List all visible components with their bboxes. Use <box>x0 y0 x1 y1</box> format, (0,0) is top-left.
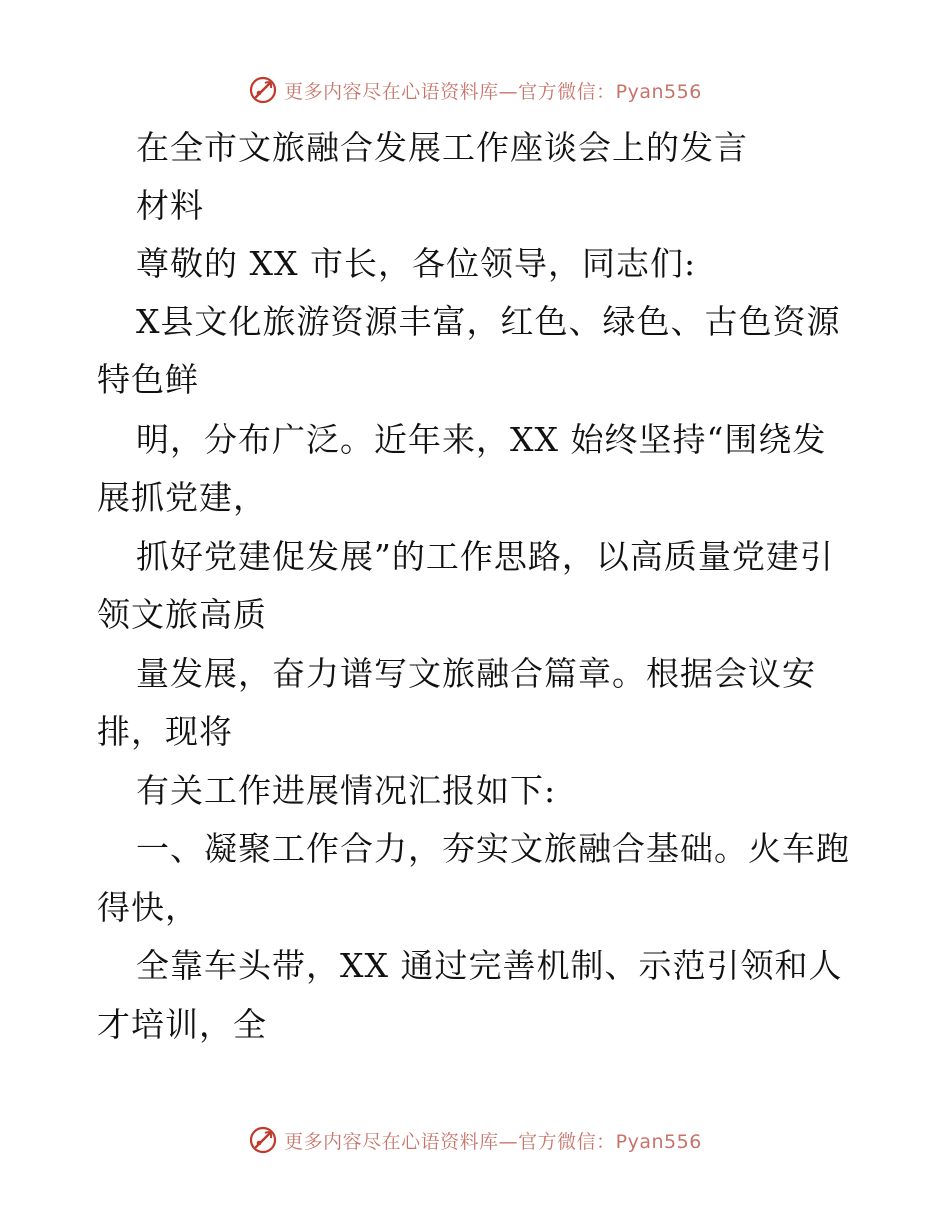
paragraph-line: 全靠车头带，XX 通过完善机制、示范引领和人 <box>136 946 843 985</box>
footer-watermark <box>0 1120 950 1160</box>
watermark-text: 更多内容尽在心语资料库—官方微信：Pyan556 <box>284 1130 702 1153</box>
paragraph-line: 抓好党建促发展”的工作思路，以高质量党建引 <box>136 537 834 576</box>
paragraph-line: 排，现将 <box>97 712 233 751</box>
paragraph-line: 有关工作进展情况汇报如下: <box>136 771 557 810</box>
paragraph-line: 展抓党建， <box>97 478 267 517</box>
paragraph-line: 量发展，奋力谱写文旅融合篇章。根据会议安 <box>136 654 816 693</box>
title-line-1: 在全市文旅融合发展工作座谈会上的发言 <box>136 128 748 167</box>
paragraph-line: 明，分布广泛。近年来，XX 始终坚持“围绕发 <box>136 420 827 459</box>
watermark-text: 更多内容尽在心语资料库—官方微信：Pyan556 <box>284 80 702 103</box>
header-watermark <box>0 70 950 110</box>
salutation: 尊敬的 XX 市长，各位领导，同志们: <box>136 244 697 283</box>
paragraph-line: 才培训，全 <box>97 1005 267 1044</box>
quill-seal-logo <box>248 1125 278 1155</box>
quill-seal-logo <box>248 75 278 105</box>
title-line-2: 材料 <box>136 186 204 225</box>
paragraph-line: 得快， <box>97 888 199 927</box>
paragraph-line: 领文旅高质 <box>97 595 267 634</box>
paragraph-line: X县文化旅游资源丰富，红色、绿色、古色资源 <box>136 302 841 341</box>
paragraph-line: 特色鲜 <box>97 360 199 399</box>
paragraph-line: 一、凝聚工作合力，夯实文旅融合基础。火车跑 <box>136 829 850 868</box>
